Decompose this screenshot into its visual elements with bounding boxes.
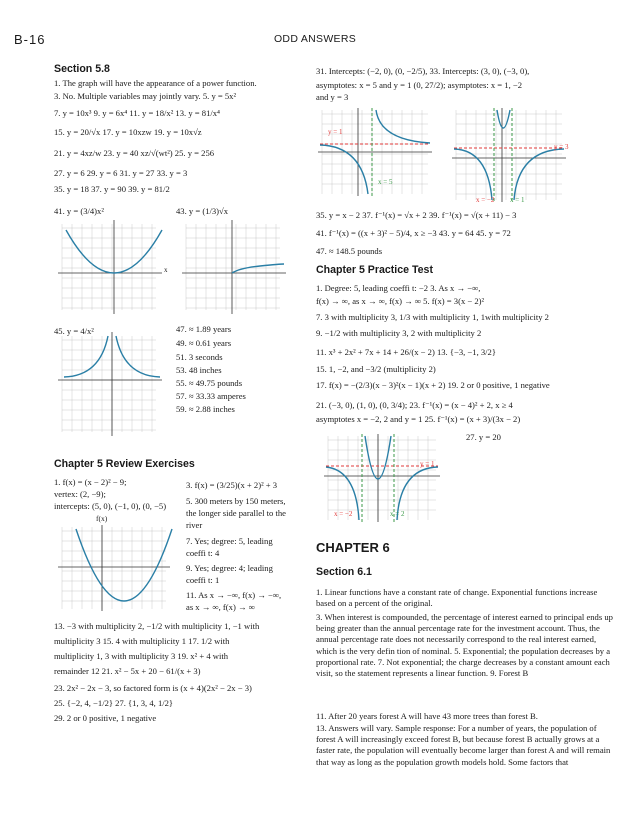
x-axis-label: x <box>164 266 168 274</box>
pt-line: f(x) → ∞, as x → ∞, f(x) → ∞ 5. f(x) = 3(x − 2)² <box>316 296 485 306</box>
asymptote-label: y = 1 <box>328 128 343 136</box>
s58-line: 21. y = 4xz/w 23. y = 40 xz/√(wt²) 25. y = 256 <box>54 148 215 158</box>
asymptote-label: y = 1 <box>420 460 435 468</box>
chapter-6-title: CHAPTER 6 <box>316 540 390 555</box>
rev-line: the longer side parallel to the <box>186 508 286 518</box>
rev-line: vertex: (2, −9); <box>54 489 106 499</box>
graph-31-rational <box>316 106 434 198</box>
pt-line: 27. y = 20 <box>466 432 501 442</box>
section-5-8-title: Section 5.8 <box>54 63 110 75</box>
pt-line: 15. 1, −2, and −3/2 (multiplicity 2) <box>316 364 436 374</box>
pt-line: 7. 3 with multiplicity 3, 1/3 with multiplicity 1, 1with multiplicity 2 <box>316 312 549 322</box>
asymptote-label: x = −2 <box>334 510 353 518</box>
rev-line: remainder 12 21. x² − 5x + 20 − 61/(x + 3) <box>54 666 201 676</box>
s61-para: 11. After 20 years forest A will have 43 more trees than forest B. <box>316 711 538 721</box>
rev-line: multiplicity 1, 3 with multiplicity 3 19. x² + 4 with <box>54 651 229 661</box>
s58-answer: 55. ≈ 49.75 pounds <box>176 378 243 388</box>
pt-line: 17. f(x) = −(2/3)(x − 3)²(x − 1)(x + 2) 19. 2 or 0 positive, 1 negative <box>316 380 550 390</box>
s58-answer: 49. ≈ 0.61 years <box>176 338 232 348</box>
rev-line: 9. Yes; degree: 4; leading <box>186 563 273 573</box>
s58-answer: 47. ≈ 1.89 years <box>176 324 232 334</box>
asymptote-label: y = 3 <box>554 143 569 151</box>
s58-line: 43. y = (1/3)√x <box>176 206 229 216</box>
rev-line: intercepts: (5, 0), (−1, 0), (0, −5) <box>54 501 167 511</box>
answer-line: asymptotes: x = 5 and y = 1 (0, 27/2); asymptotes: x = 1, −2 <box>316 80 523 90</box>
pt-line: 21. (−3, 0), (1, 0), (0, 3/4); 23. f⁻¹(x) = (x − 4)² + 2, x ≥ 4 <box>316 400 513 410</box>
s58-line: 45. y = 4/x² <box>54 326 94 336</box>
s58-line: 7. y = 10x³ 9. y = 6x⁴ 11. y = 18/x² 13. y = 81/x⁴ <box>54 108 221 118</box>
s61-para: 13. Answers will vary. Sample response: For a number of years, the population of forest A will increasingly exceed forest B, but because forest B actually grows at a faster rate, the population will eventually become larger than forest A and will remain that way as long as the population growth models hold. Some factors that <box>316 723 611 767</box>
graph-33-rational <box>450 106 568 204</box>
running-head: ODD ANSWERS <box>273 33 357 45</box>
s58-answer: 51. 3 seconds <box>176 352 223 362</box>
answer-line: 47. ≈ 148.5 pounds <box>316 246 383 256</box>
page-id: B-16 <box>14 32 46 47</box>
s58-line: 1. The graph will have the appearance of a power function. <box>54 78 257 88</box>
s61-para: 3. When interest is compounded, the percentage of interest earned to principal ends up being greater than the annual percentage rate for the investment account. Thus, the annual percentage rate does not necessarily correspond to the real interest earned, which is the very defin tion of nominal. 5. Exponential; the population decreases by a proportional rate. 7. Not exponential; the charge decreases by a constant amount each visit, so the statement represents a linear function. 9. Forest B <box>316 612 613 678</box>
asymptote-label: x = 5 <box>378 178 393 186</box>
s58-line: 27. y = 6 29. y = 6 31. y = 27 33. y = 3 <box>54 168 188 178</box>
rev-line: coeffi t: 4 <box>186 548 220 558</box>
rev-line: 25. {−2, 4, −1/2} 27. {1, 3, 4, 1/2} <box>54 698 174 708</box>
practice-test-title: Chapter 5 Practice Test <box>316 264 433 276</box>
rev-line: multiplicity 3 15. 4 with multiplicity 1 17. 1/2 with <box>54 636 230 646</box>
pt-line: asymptotes x = −2, 2 and y = 1 25. f⁻¹(x) = (x + 3)/(3x − 2) <box>316 414 521 424</box>
graph-41-parabola <box>56 218 174 316</box>
rev-line: 1. f(x) = (x − 2)² − 9; <box>54 477 127 487</box>
asymptote-label: x = 2 <box>390 510 405 518</box>
pt-line: 9. −1/2 with multiplicity 3, 2 with multiplicity 2 <box>316 328 482 338</box>
graph-review-parabola <box>56 523 174 613</box>
fx-axis-label: f(x) <box>96 514 108 523</box>
rev-line: 3. f(x) = (3/25)(x + 2)² + 3 <box>186 480 278 490</box>
answer-line: and y = 3 <box>316 92 349 102</box>
answer-line: 35. y = x − 2 37. f⁻¹(x) = √x + 2 39. f⁻¹(x) = √(x + 11) − 3 <box>316 210 517 220</box>
answer-line: 41. f⁻¹(x) = ((x + 3)² − 5)/4, x ≥ −3 43. y = 64 45. y = 72 <box>316 228 511 238</box>
s58-line: 3. No. Multiple variables may jointly vary. 5. y = 5x² <box>54 91 237 101</box>
s58-line: 15. y = 20/√x 17. y = 10xzw 19. y = 10x√z <box>54 127 202 137</box>
s58-line: 41. y = (3/4)x² <box>54 206 104 216</box>
graph-43-sqrt <box>180 218 298 316</box>
s61-para: 1. Linear functions have a constant rate of change. Exponential functions increase based on a percent of the original. <box>316 587 598 609</box>
rev-line: river <box>186 520 203 530</box>
rev-line: 23. 2x² − 2x − 3, so factored form is (x + 4)(2x² − 2x − 3) <box>54 683 252 693</box>
s58-line: 35. y = 18 37. y = 90 39. y = 81/2 <box>54 184 170 194</box>
review-exercises-title: Chapter 5 Review Exercises <box>54 458 195 470</box>
rev-line: 11. As x → −∞, f(x) → −∞, <box>186 590 282 600</box>
pt-line: 1. Degree: 5, leading coeffi t: −2 3. As x → −∞, <box>316 283 481 293</box>
s58-answer: 53. 48 inches <box>176 365 222 375</box>
answer-line: 31. Intercepts: (−2, 0), (0, −2/5), 33. Intercepts: (3, 0), (−3, 0), <box>316 66 530 76</box>
rev-line: 29. 2 or 0 positive, 1 negative <box>54 713 157 723</box>
rev-line: as x → ∞, f(x) → ∞ <box>186 602 255 612</box>
section-6-1-title: Section 6.1 <box>316 566 372 578</box>
graph-45-inverse-square <box>56 330 174 438</box>
s58-answer: 59. ≈ 2.88 inches <box>176 404 235 414</box>
rev-line: 7. Yes; degree: 5, leading <box>186 536 273 546</box>
rev-line: coeffi t: 1 <box>186 575 220 585</box>
rev-line: 5. 300 meters by 150 meters, <box>186 496 286 506</box>
s58-answer: 57. ≈ 33.33 amperes <box>176 391 246 401</box>
pt-line: 11. x³ + 2x² + 7x + 14 + 26/(x − 2) 13. {−3, −1, 3/2} <box>316 347 496 357</box>
rev-line: 13. −3 with multiplicity 2, −1/2 with multiplicity 1, −1 with <box>54 621 260 631</box>
asymptote-label: x = −2 <box>476 196 495 204</box>
asymptote-label: x = 1 <box>510 196 525 204</box>
